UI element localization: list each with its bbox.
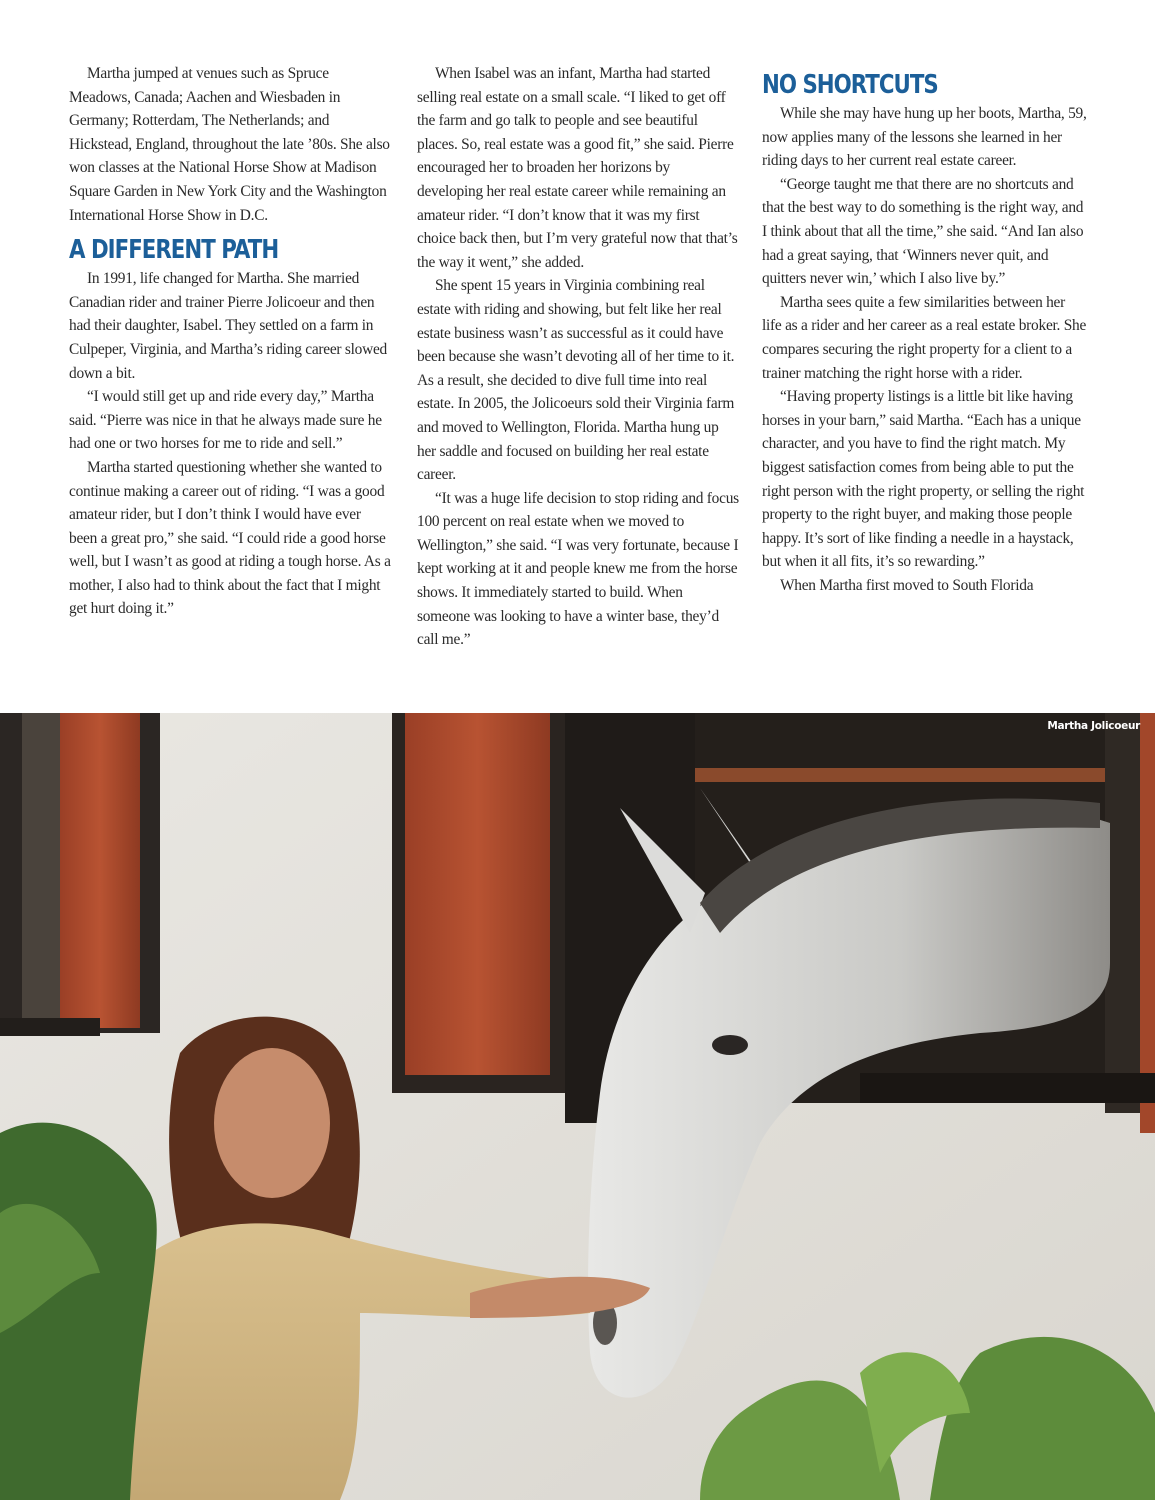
photo-woman-feeding-horse	[0, 713, 1155, 1500]
body-paragraph: She spent 15 years in Virginia combining real estate with riding and showing, but felt like her real estate business wasn’t as successful as it could have been because she wasn’t devoting all of her time to it. As a result, she decided to dive full time into real estate. In 2005, the Jolicoeurs sold their Virginia farm and moved to Wellington, Florida. Martha hung up her saddle and focused on building her real estate career.	[417, 277, 735, 484]
section-heading: A DIFFERENT PATH	[69, 235, 279, 266]
body-paragraph: Martha started questioning whether she wanted to continue making a career out of riding. “I was a good amateur rider, but I don’t think I would have ever been a great pro,” she said. “I could ride a good horse well, but I wasn’t as good at riding a tough horse. As a mother, I also had to think about the fact that I might get hurt doing it.”	[69, 458, 391, 618]
body-paragraph: While she may have hung up her boots, Martha, 59, now applies many of the lessons she learned in her riding days to her current real estate career.	[762, 105, 1087, 170]
body-paragraph: Martha jumped at venues such as Spruce Meadows, Canada; Aachen and Wiesbaden in Germany; Rotterdam, The Netherlands; and Hickstead, England, throughout the late ’80s. She also won classes at the National Horse Show at Madison Square Garden in New York City and the Washington International Horse Show in D.C.	[69, 65, 390, 224]
article-column-2	[417, 62, 739, 652]
body-paragraph: When Isabel was an infant, Martha had started selling real estate on a small scale. “I liked to get off the farm and go talk to people and see beautiful places. So, real estate was a good fit,” she said. Pierre encouraged her to broaden her horizons by developing her real estate career while remaining an amateur rider. “I don’t know that it was my first choice back then, but I’m very grateful now that that’s the way it went,” she added.	[417, 65, 738, 271]
body-paragraph: “George taught me that there are no shortcuts and that the best way to do something is the right way, and I think about that all the time,” she said. “And Ian also had a great saying, that ‘Winners never quit, and quitters never win,’ which I also live by.”	[762, 175, 1084, 288]
body-paragraph: Martha sees quite a few similarities between her life as a rider and her career as a real estate broker. She compares securing the right property for a client to a trainer matching the right horse with a rider.	[762, 293, 1087, 382]
body-paragraph: “It was a huge life decision to stop riding and focus 100 percent on real estate when we moved to Wellington,” she said. “I was very fortunate, because I kept working at it and people knew me from the horse shows. It immediately started to build. When someone was looking to have a winter base, they’d call me.”	[417, 489, 739, 649]
photo-caption: Martha Jolicoeur	[1047, 720, 1140, 732]
body-paragraph: “I would still get up and ride every day,” Martha said. “Pierre was nice in that he always made sure he had one or two horses for me to ride and sell.”	[69, 388, 382, 453]
section-heading: NO SHORTCUTS	[762, 70, 938, 100]
body-paragraph: “Having property listings is a little bit like having horses in your barn,” said Martha. “Each has a unique character, and you have to find the right match. My biggest satisfaction comes from being able to put the right person with the right property, or selling the right property to the right buyer, and making those people happy. It’s sort of like finding a needle in a haystack, but when it all fits, it’s so rewarding.”	[762, 388, 1085, 571]
body-paragraph: When Martha first moved to South Florida	[780, 576, 1034, 594]
body-paragraph: In 1991, life changed for Martha. She married Canadian rider and trainer Pierre Jolicoeur and then had their daughter, Isabel. They settled on a farm in Culpeper, Virginia, and Martha’s riding career slowed down a bit.	[69, 270, 388, 382]
article-column-1	[69, 62, 391, 621]
article-column-3	[762, 62, 1088, 597]
